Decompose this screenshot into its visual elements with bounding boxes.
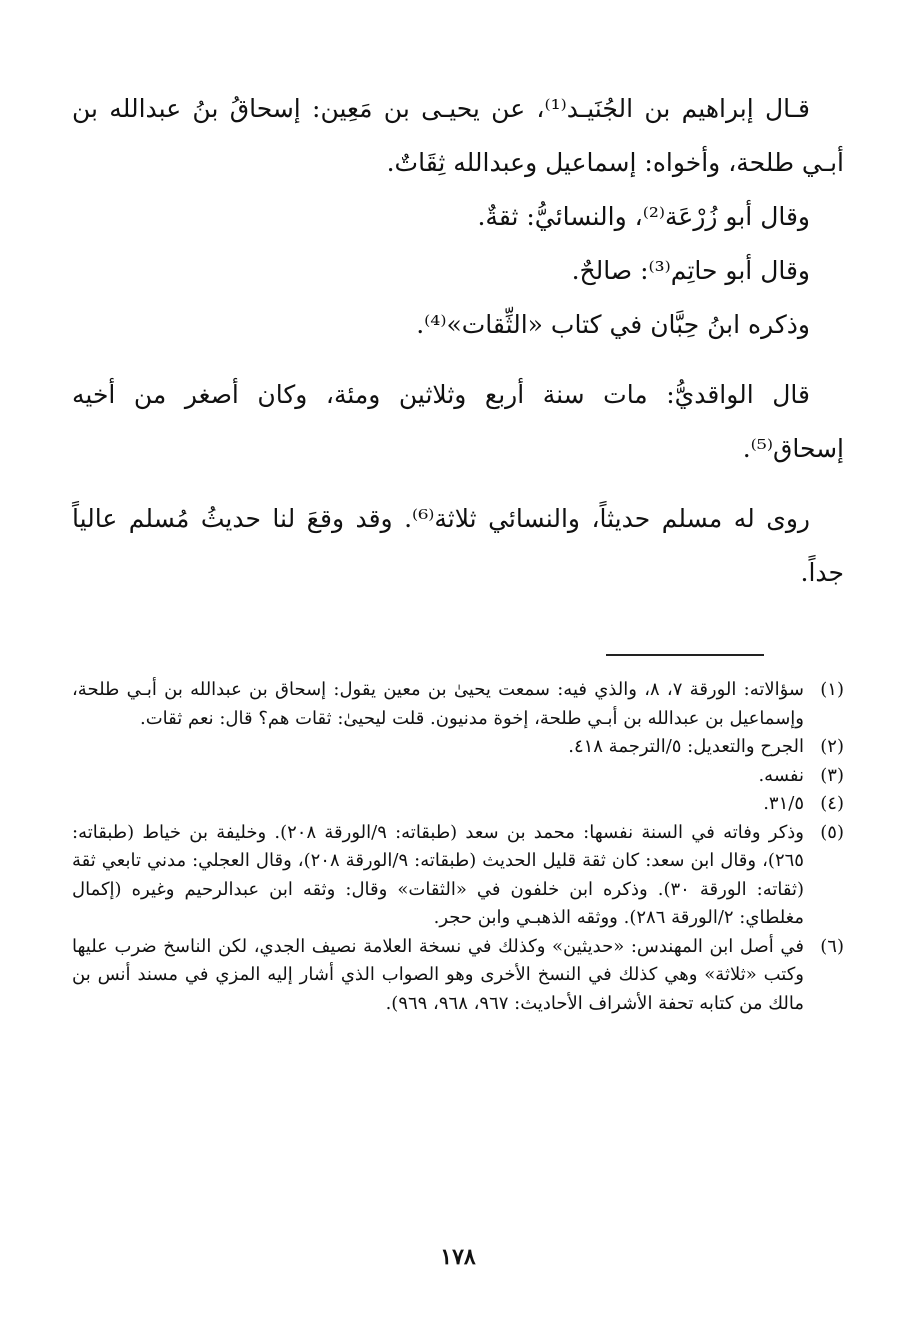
- paragraph-ibn-hibban: وذكره ابنُ حِبَّان في كتاب «الثِّقات»⁽⁴⁾.: [416, 310, 810, 339]
- footnote-number: (٦): [820, 935, 844, 957]
- paragraph-waqidi: قال الواقديُّ: مات سنة أربع وثلاثين ومئة، وكان أصغر من أخيه إسحاق⁽⁵⁾.: [72, 380, 844, 463]
- footnote: [72, 762, 844, 791]
- footnote: [72, 733, 844, 762]
- footnote-text: سؤالاته: الورقة ٧، ٨، والذي فيه: سمعت يحيىٰ بن معين يقول: إسحاق بن عبدالله بن أبـي طلحة، وإسماعيل بن عبدالله بن أبـي طلحة، إخوة مدنيون. قلت ليحيىٰ: ثقات هم؟ قال: نعم ثقات.: [72, 679, 805, 729]
- footnotes: [72, 676, 844, 1018]
- paragraph-ibn-junayd: قـال إبراهيم بن الجُنَيـد⁽¹⁾، عن يحيـى بن مَعِين: إسحاقُ بنُ عبدالله بن أبـي طلحة، وأخواه: إسماعيل وعبدالله ثِقَاتٌ.: [72, 94, 844, 177]
- footnote-text: في أصل ابن المهندس: «حديثين» وكذلك في نسخة العلامة نصيف الجدي، لكن الناسخ ضرب عليها وكتب «ثلاثة» وهي كذلك في النسخ الأخرى وهو الصواب الذي أشار إليه المزي في مسند أنس بن مالك من كتابه تحفة الأشراف الأحاديث: ٩٦٧، ٩٦٨، ٩٦٩).: [72, 935, 804, 1014]
- footnote-text: وذكر وفاته في السنة نفسها: محمد بن سعد (طبقاته: ٩/الورقة ٢٠٨). وخليفة بن خياط (طبقاته: ٢٦٥)، وقال ابن سعد: كان ثقة قليل الحديث (طبقاته: ٩/الورقة ٢٠٨)، وقال العجلي: مدني تابعي ثقة (ثقاته: الورقة ٣٠). وذكره ابن خلفون في «الثقات» وقال: وثقه ابن عبدالرحيم وغيره (إكمال مغلطاي: ٢/الورقة ٢٨٦). ووثقه الذهبـي وابن حجر.: [72, 821, 804, 928]
- footnote-text: نفسه.: [758, 764, 804, 786]
- footnote-number: (٣): [820, 764, 844, 786]
- page-number: ١٧٨: [440, 1244, 476, 1270]
- main-text: [72, 82, 844, 600]
- footnote: [72, 819, 844, 933]
- footnote-text: الجرح والتعديل: ٥/الترجمة ٤١٨.: [568, 736, 804, 757]
- paragraph-abu-zura: وقال أبو زُرْعَة⁽²⁾، والنسائيُّ: ثقةٌ.: [477, 202, 810, 231]
- paragraph-abu-hatim: وقال أبو حاتِم⁽³⁾: صالحٌ.: [571, 256, 810, 285]
- footnote-number: (٤): [820, 793, 844, 814]
- footnote-text: ٣١/٥.: [763, 793, 804, 814]
- footnote-number: (١): [820, 679, 844, 700]
- footnote-separator: [606, 654, 764, 656]
- footnote-number: (٢): [820, 736, 844, 757]
- footnote: [72, 676, 844, 733]
- footnote: [72, 790, 844, 819]
- footnote-number: (٥): [820, 821, 844, 843]
- footnote: [72, 933, 844, 1019]
- paragraph-narrations: روى له مسلم حديثاً، والنسائي ثلاثة⁽⁶⁾. وقد وقعَ لنا حديثُ مُسلم عالياً جداً.: [72, 504, 844, 587]
